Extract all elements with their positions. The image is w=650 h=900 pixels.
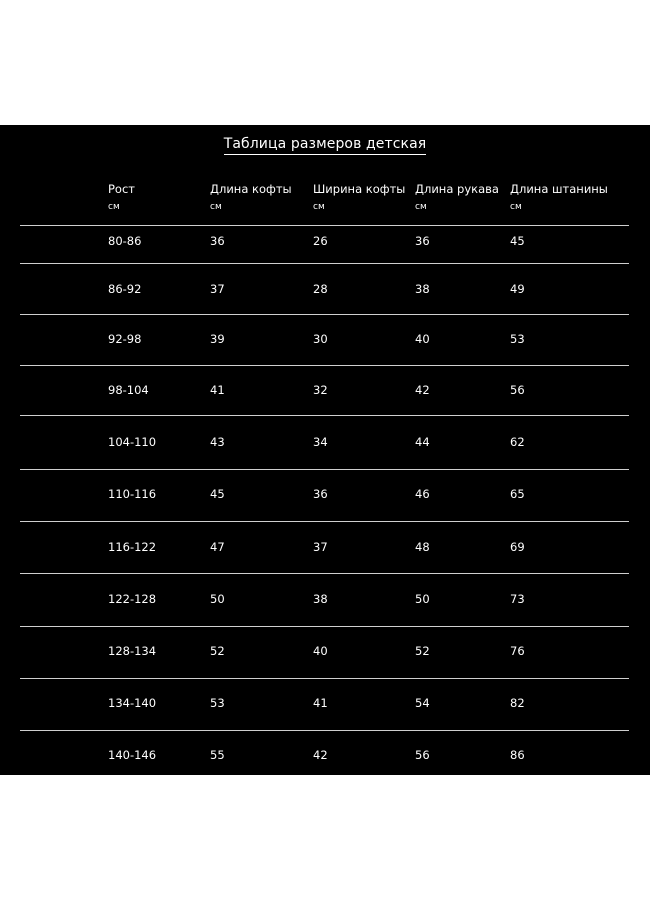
table-cell: 38 [313,592,328,606]
column-header-unit: см [313,202,325,212]
table-cell: 50 [210,592,225,606]
column-header [108,182,135,212]
table-cell: 44 [415,435,430,449]
page-title [0,136,650,155]
table-cell: 76 [510,644,525,658]
row-height-cell: 92-98 [108,332,142,346]
table-cell: 86 [510,748,525,762]
column-header-unit: см [108,202,120,212]
table-cell: 46 [415,487,430,501]
table-cell: 26 [313,234,328,248]
size-chart-panel [0,125,650,775]
table-cell: 45 [210,487,225,501]
table-cell: 82 [510,696,525,710]
row-height-cell: 98-104 [108,383,149,397]
table-cell: 48 [415,540,430,554]
table-cell: 62 [510,435,525,449]
table-cell: 41 [210,383,225,397]
table-cell: 37 [210,282,225,296]
table-cell: 43 [210,435,225,449]
table-cell: 36 [210,234,225,248]
table-cell: 28 [313,282,328,296]
table-cell: 50 [415,592,430,606]
table-cell: 42 [313,748,328,762]
column-header [510,182,608,212]
table-cell: 73 [510,592,525,606]
column-header-label: Ширина кофты [313,182,406,196]
row-height-cell: 128-134 [108,644,157,658]
table-cell: 56 [510,383,525,397]
column-header-label: Длина рукава [415,182,499,196]
table-cell: 34 [313,435,328,449]
row-height-cell: 122-128 [108,592,157,606]
table-cell: 53 [510,332,525,346]
column-header-unit: см [415,202,427,212]
column-header-label: Длина штанины [510,182,608,196]
column-header-label: Длина кофты [210,182,292,196]
table-cell: 37 [313,540,328,554]
row-divider [20,225,629,226]
column-header [415,182,499,212]
row-divider [20,415,629,416]
table-cell: 47 [210,540,225,554]
table-cell: 40 [313,644,328,658]
column-header-unit: см [510,202,522,212]
table-cell: 39 [210,332,225,346]
table-cell: 52 [415,644,430,658]
table-cell: 54 [415,696,430,710]
table-cell: 52 [210,644,225,658]
table-cell: 40 [415,332,430,346]
table-cell: 30 [313,332,328,346]
table-cell: 49 [510,282,525,296]
row-divider [20,314,629,315]
table-cell: 41 [313,696,328,710]
table-cell: 42 [415,383,430,397]
table-cell: 45 [510,234,525,248]
table-cell: 36 [313,487,328,501]
title-text: Таблица размеров детская [224,136,427,155]
row-height-cell: 80-86 [108,234,142,248]
row-height-cell: 86-92 [108,282,142,296]
table-cell: 32 [313,383,328,397]
row-height-cell: 140-146 [108,748,157,762]
row-divider [20,678,629,679]
table-cell: 65 [510,487,525,501]
row-height-cell: 110-116 [108,487,157,501]
row-divider [20,573,629,574]
row-height-cell: 104-110 [108,435,157,449]
row-height-cell: 116-122 [108,540,157,554]
row-divider [20,626,629,627]
table-cell: 69 [510,540,525,554]
table-cell: 53 [210,696,225,710]
row-divider [20,521,629,522]
column-header [210,182,292,212]
row-divider [20,365,629,366]
row-height-cell: 134-140 [108,696,157,710]
column-header [313,182,405,212]
table-cell: 55 [210,748,225,762]
table-cell: 36 [415,234,430,248]
column-header-label: Рост [108,182,135,196]
row-divider [20,263,629,264]
row-divider [20,469,629,470]
table-cell: 38 [415,282,430,296]
row-divider [20,730,629,731]
table-cell: 56 [415,748,430,762]
column-header-unit: см [210,202,222,212]
